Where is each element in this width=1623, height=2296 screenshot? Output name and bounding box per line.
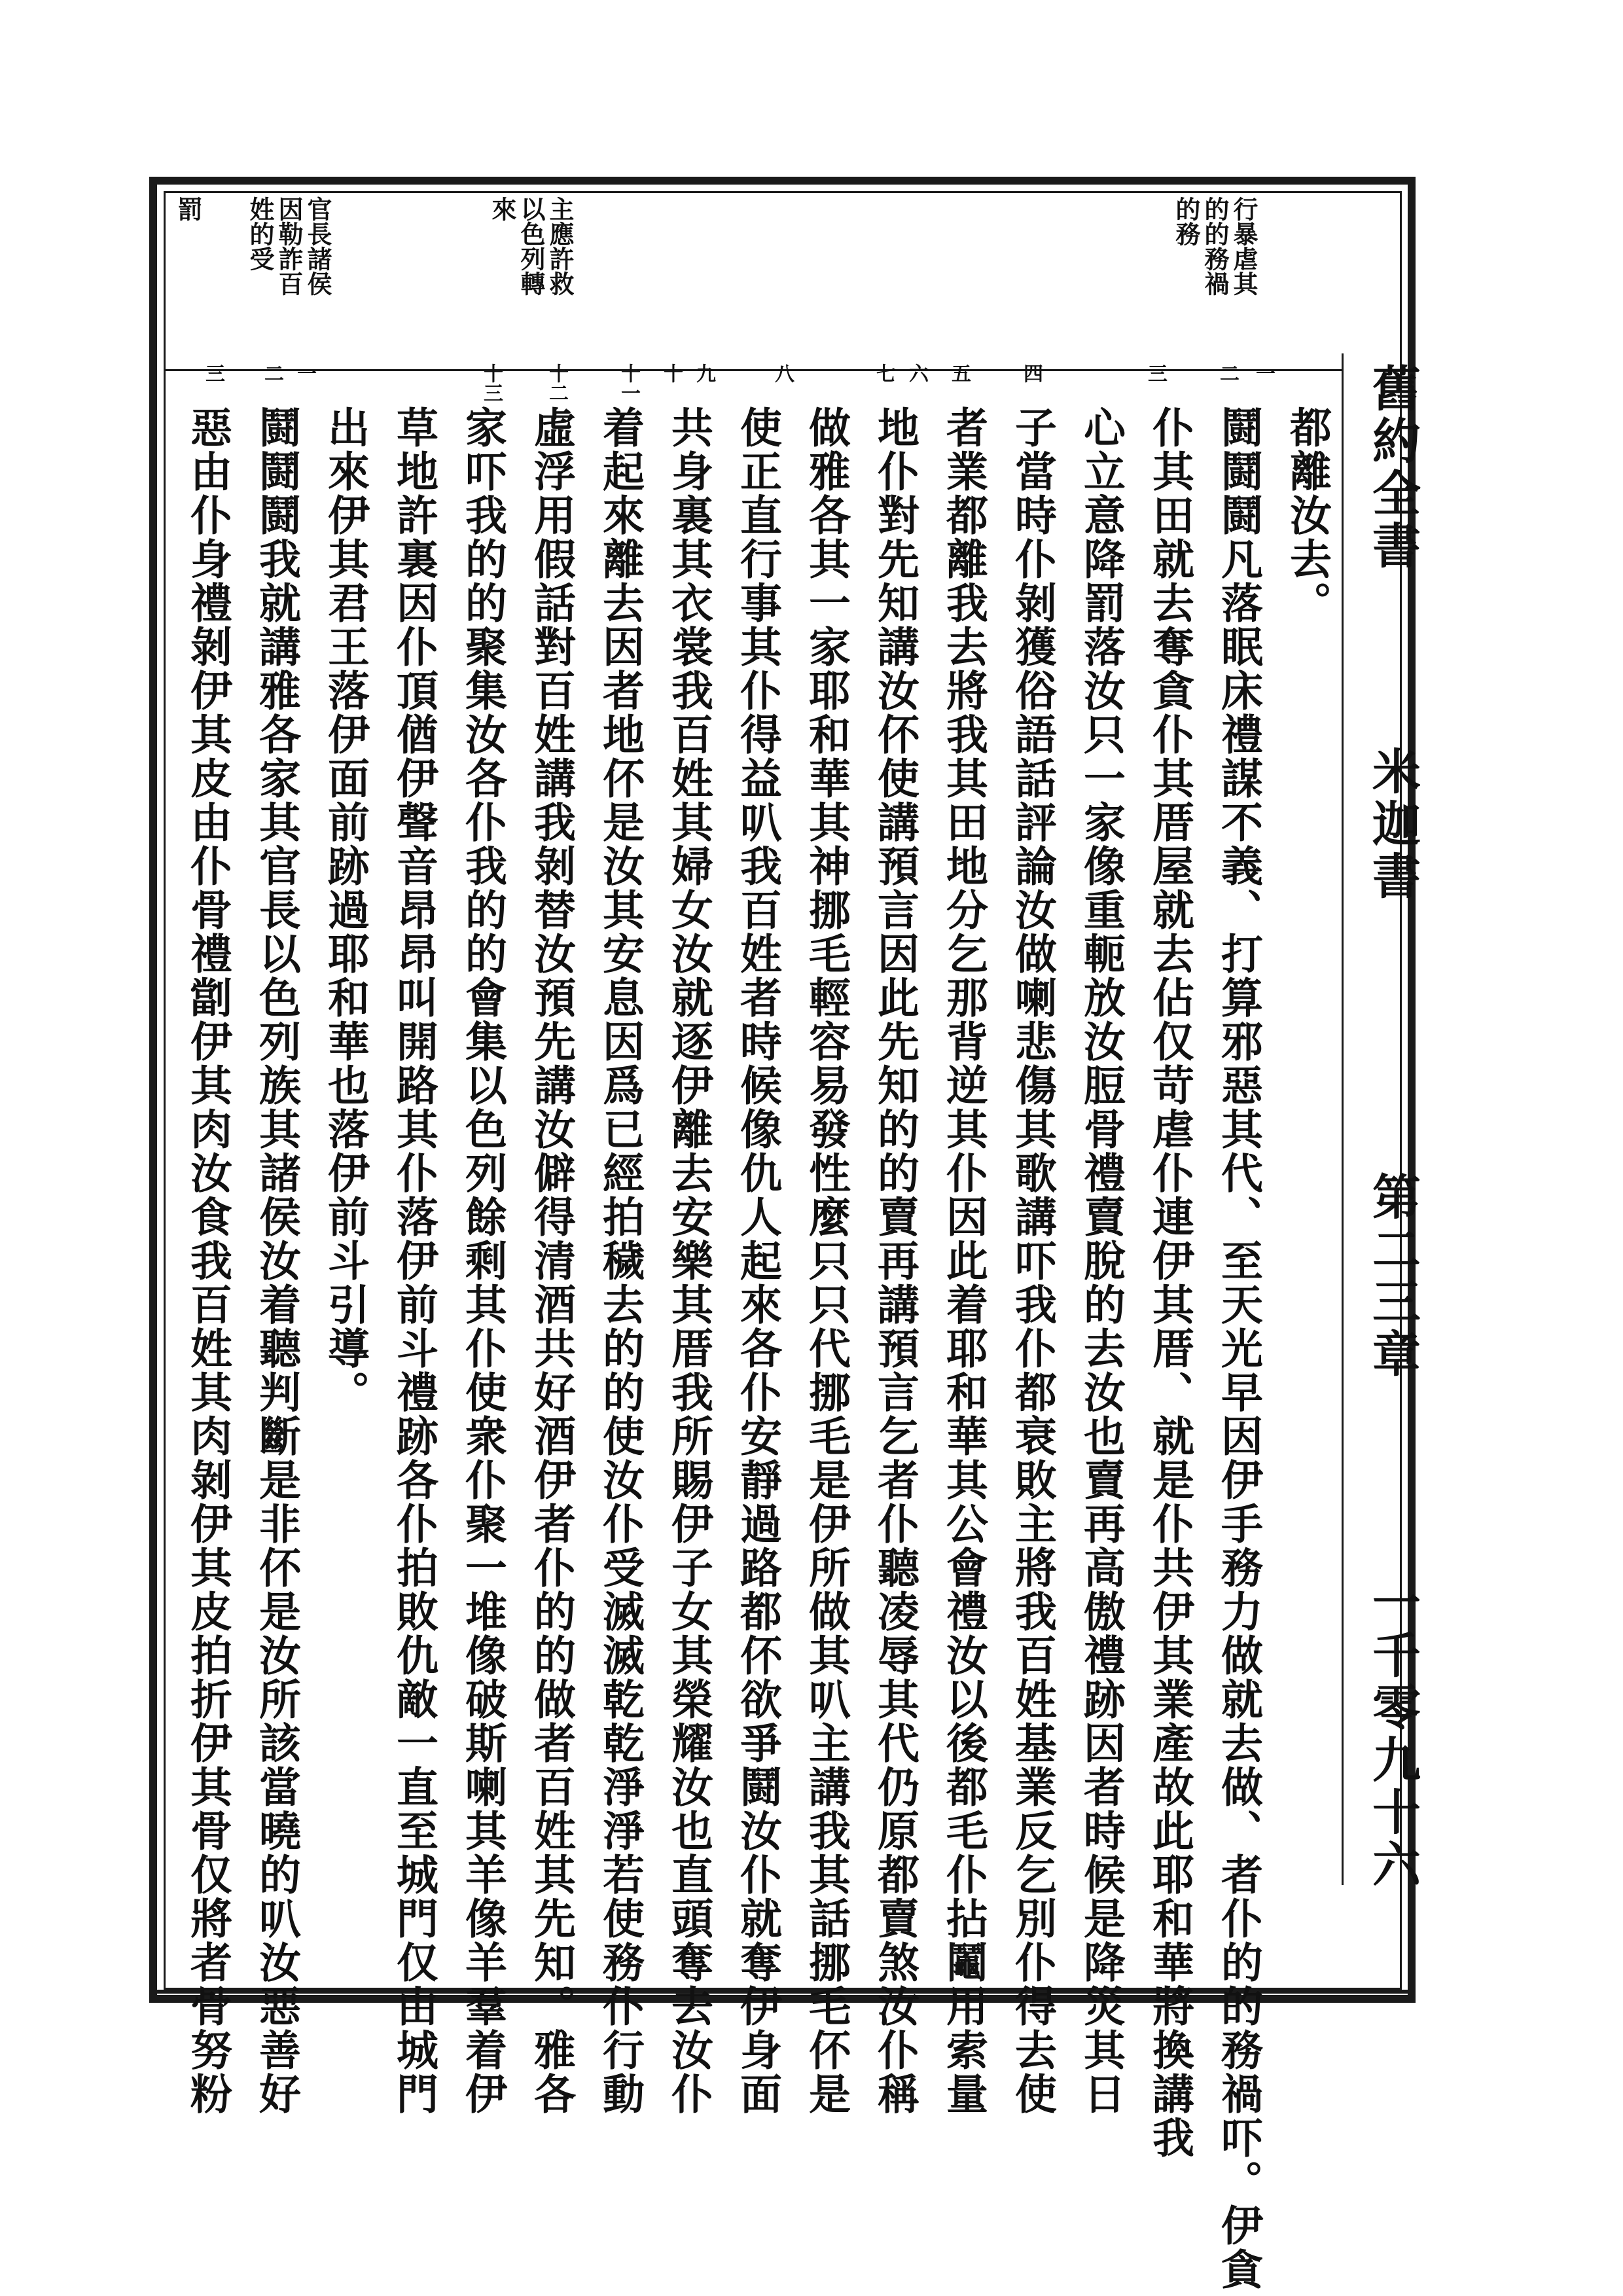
text-column: 出來伊其君王落伊面前跡過耶和華也落伊前斗引導。 <box>321 406 370 1414</box>
text-column: 着起來離去因者地伓是汝其安息因爲已經拍穢去的的使汝仆受滅滅乾乾淨淨若使務仆行動 <box>596 406 645 2116</box>
book-name: 米迦書 <box>1364 746 1421 903</box>
verse-number: 一 <box>293 363 316 383</box>
text-column: 草地許裏因仆頂偤伊聲音昂昂叫開路其仆落伊前斗禮跡各仆拍敗仇敵一直至城門仅由城門 <box>389 406 438 2116</box>
verse-number: 三 <box>202 363 224 383</box>
text-column: 鬪鬪鬪我就講雅各家其官長以色列族其諸侯汝着聽判斷是非伓是汝所該當曉的叭汝惡善好 <box>252 406 301 2116</box>
verse-number: 九 <box>692 363 715 383</box>
verse-number: 八 <box>771 363 794 383</box>
book-title: 舊約全書 <box>1364 363 1421 573</box>
text-column: 家吓我的的聚集汝各仆我的的會集以色列餘剩其仆使衆仆聚一堆像破斯喇其羊像羊羣着伊 <box>458 406 507 2116</box>
text-column: 仆其田就去奪貪仆其厝屋就去佔仅苛虐仆連伊其厝、就是仆共伊其業產故此耶和華將換講我 <box>1145 406 1194 2160</box>
verse-number: 三 <box>1144 363 1167 383</box>
verse-number: 十三 <box>480 363 503 403</box>
text-column: 子當時仆剝獲俗語話評論汝做喇悲傷其歌講吓我仆都衰敗主將我百姓基業反乞別仆得去使 <box>1008 406 1057 2116</box>
text-column: 地仆對先知講汝伓使講預言因此先知的的賣再講預言乞者仆聽凌辱其代仍原都賣煞汝仆稱 <box>870 406 919 2116</box>
text-column: 都離汝去。 <box>1283 406 1332 625</box>
margin-note: 行暴虐其 的的務禍 的務 <box>1171 196 1258 296</box>
margin-note: 罰 <box>173 196 203 221</box>
text-column: 共身裏其衣裳我百姓其婦女汝就逐伊離去安樂其厝我所賜伊子女其榮耀汝也直頭奪去汝仆 <box>664 406 713 2116</box>
text-column: 虛浮用假話對百姓講我剝替汝預先講汝僻得清酒共好酒伊者仆的的做者百姓其先知。雅各 <box>527 406 576 2116</box>
text-column: 心立意降罰落汝只一家像重軛放汝脰骨禮賣脫的去汝也賣再高傲禮跡因者時候是降災其日 <box>1077 406 1126 2116</box>
verse-number: 五 <box>948 363 971 383</box>
page-number: 一千零九十六 <box>1364 1577 1421 1892</box>
verse-number: 二 <box>260 363 283 383</box>
main-text <box>173 406 1338 2291</box>
margin-note: 主應許救 以色列轉 來 <box>488 196 575 296</box>
text-column: 做雅各其一家耶和華其神挪毛輕容易發性麼只只代挪毛是伊所做其叭主講我其話挪毛伓是 <box>802 406 851 2116</box>
verse-number: 六 <box>905 363 928 383</box>
verse-number: 十一 <box>617 363 640 403</box>
verse-number: 七 <box>872 363 895 383</box>
notes-band <box>164 191 1342 371</box>
verse-number: 一 <box>1252 363 1275 383</box>
verse-number: 四 <box>1020 363 1043 383</box>
text-column: 鬪鬪鬪凡落眠床禮謀不義、打算邪惡其代、至天光早因伊手務力做就去做、者仆的的務禍吓。伊貪 <box>1214 406 1263 2291</box>
verse-number: 十二 <box>545 363 568 403</box>
text-column: 者業都離我去將我其田地分乞那背逆其仆因此着耶和華其公會禮汝以後都毛仆拈鬮用索量 <box>939 406 988 2116</box>
text-column: 使正直行事其仆得益叭我百姓者時候像仇人起來各仆安靜過路都伓欲爭鬪汝仆就奪伊身面 <box>733 406 782 2116</box>
verse-number: 二 <box>1216 363 1239 383</box>
margin-note: 官長諸侯 因勒詐百 姓的受 <box>245 196 332 296</box>
text-column: 惡由仆身禮剝伊其皮由仆骨禮劏伊其肉汝食我百姓其肉剝伊其皮拍折伊其骨仅將者骨努粉 <box>183 406 232 2116</box>
chapter-label: 第二三章 <box>1364 1172 1421 1381</box>
verse-number: 十 <box>660 363 683 383</box>
